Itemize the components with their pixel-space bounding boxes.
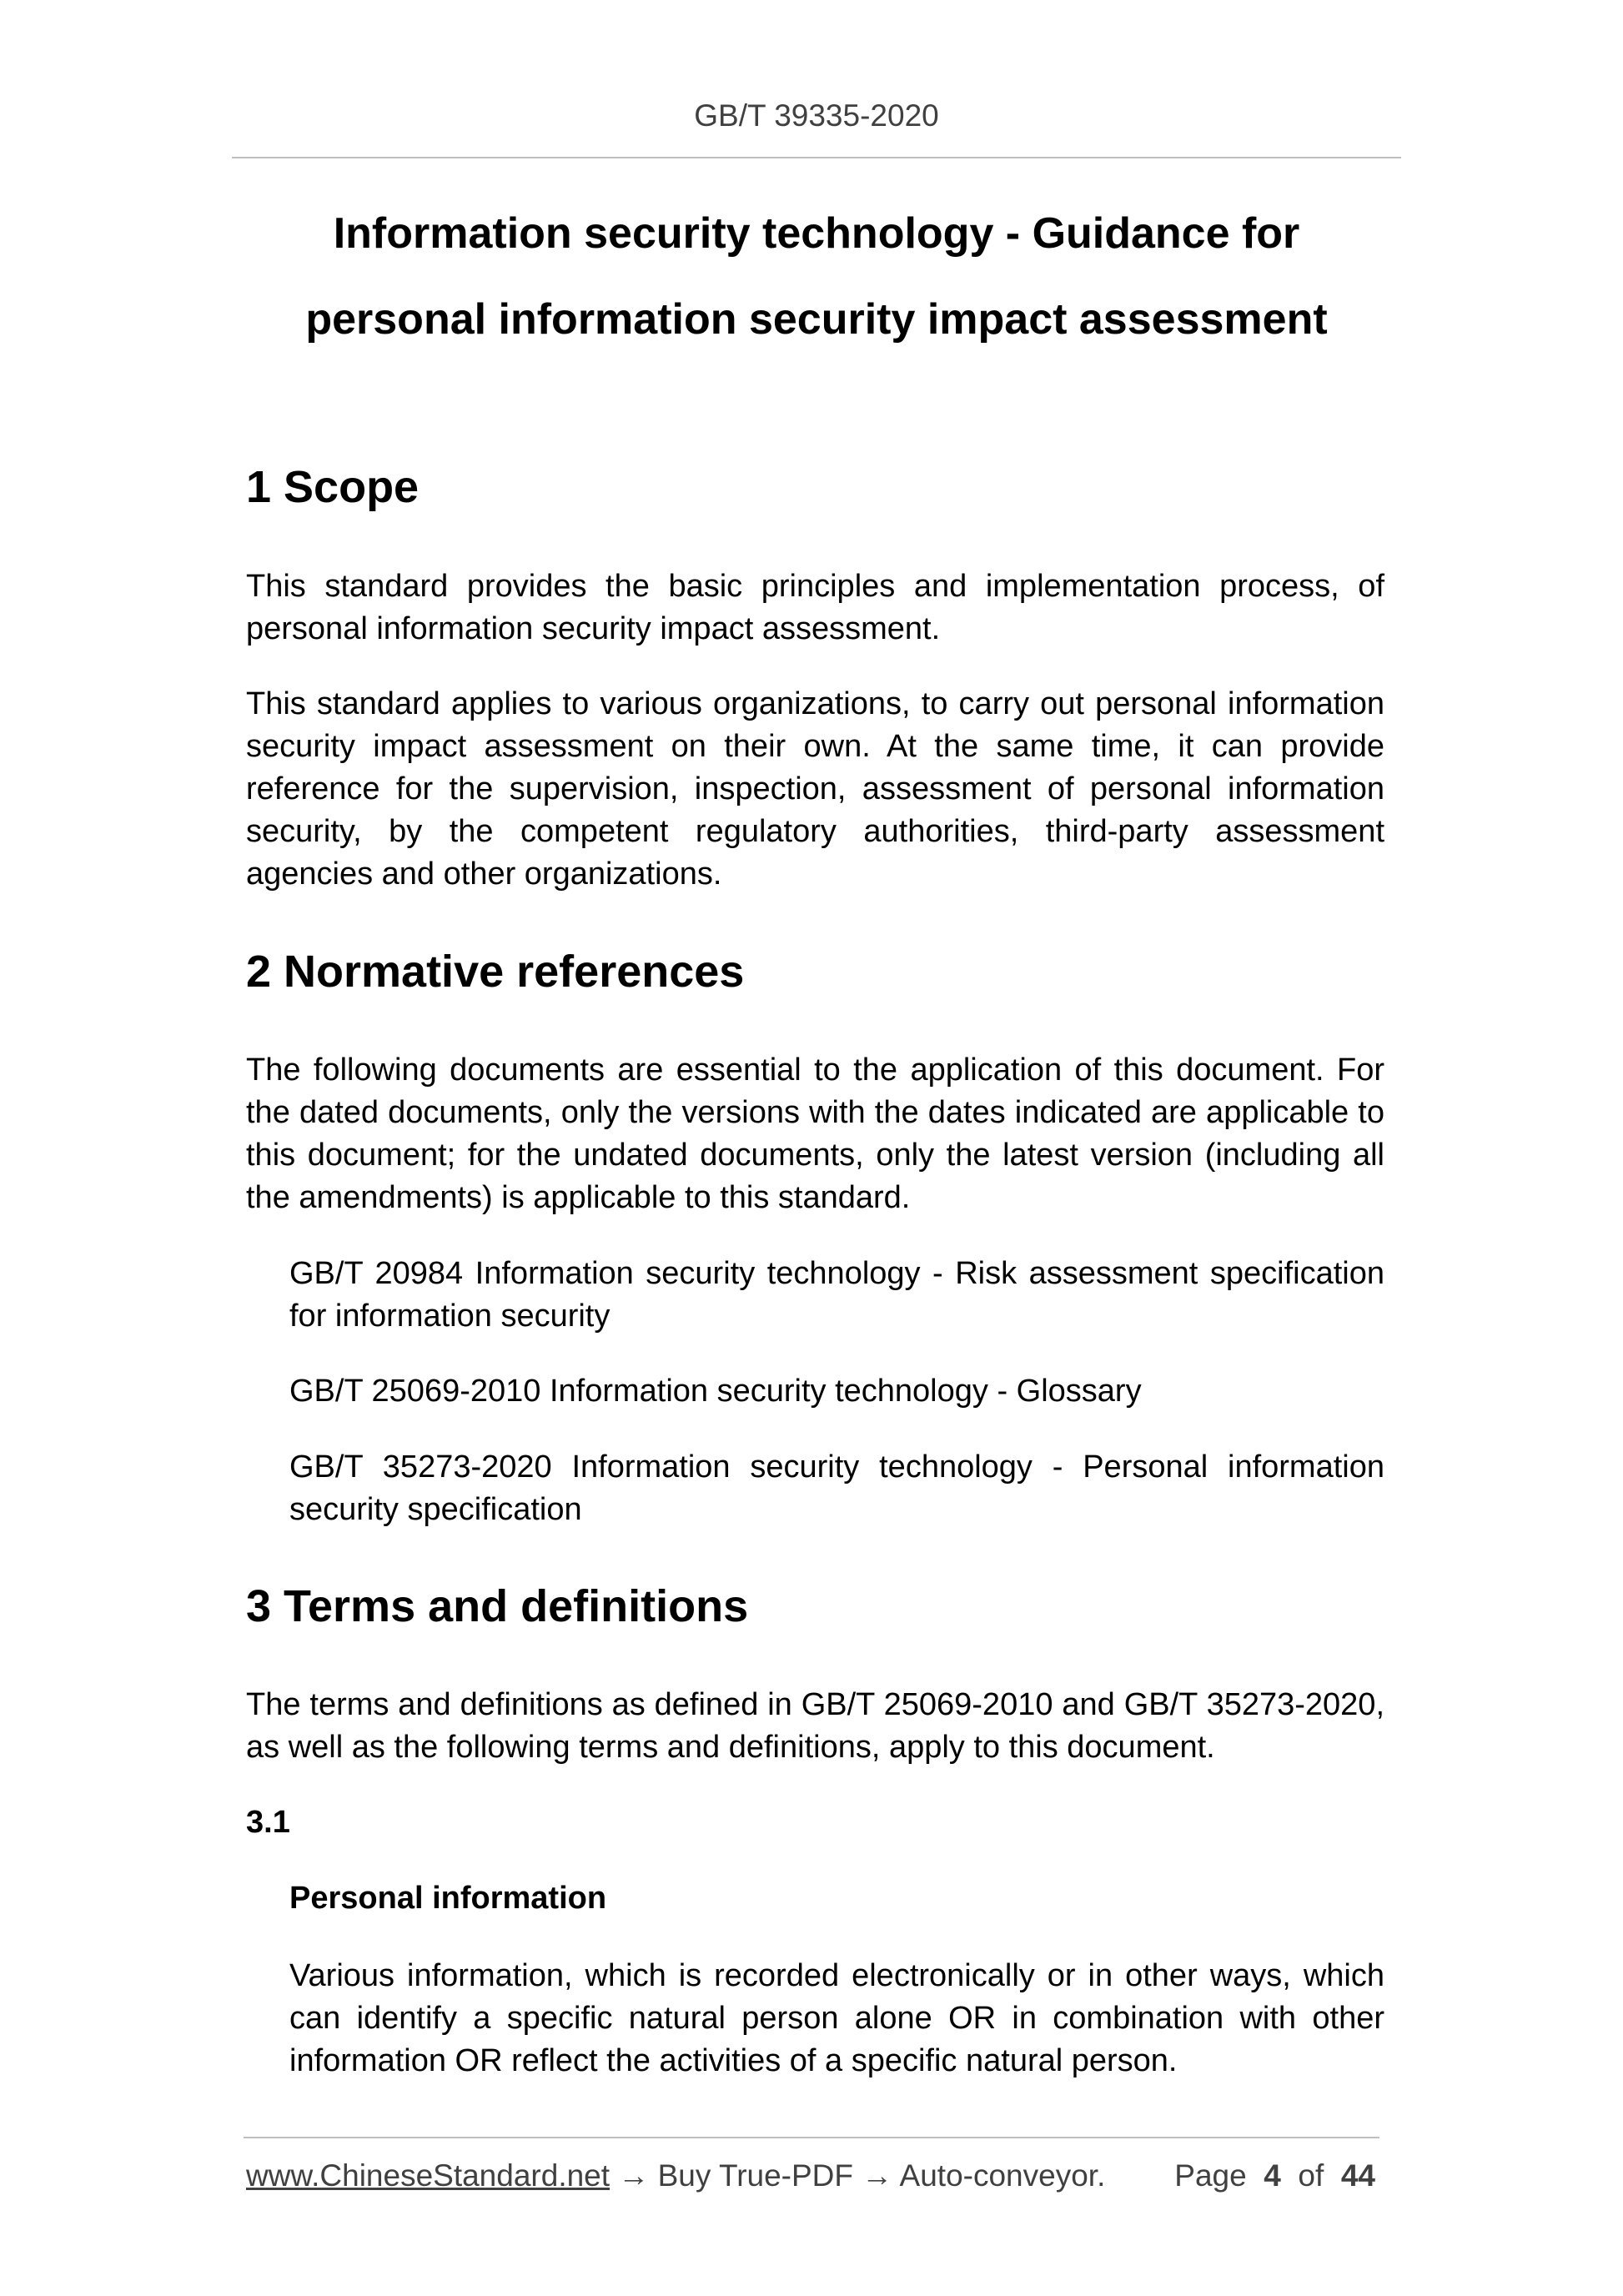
terms-intro-paragraph: The terms and definitions as defined in GB/T 25069-2010 and GB/T 35273-2020, as well as the following terms and definitions, apply to this document. (246, 1687, 1384, 1765)
arrow-right-icon: → (618, 2158, 650, 2193)
document-title-line-2: personal information security impact assessment (305, 295, 1328, 344)
header-divider (232, 157, 1401, 158)
normative-reference-3: GB/T 35273-2020 Information security technology - Personal information security specification (289, 1449, 1384, 1527)
page-total: 44 (1340, 2158, 1375, 2193)
page-label: Page (1174, 2158, 1247, 2193)
page-number: 4 (1264, 2158, 1281, 2193)
normative-reference-2: GB/T 25069-2010 Information security technology - Glossary (289, 1374, 1142, 1409)
section-heading-scope: 1 Scope (246, 462, 420, 512)
arrow-right-icon: → (862, 2158, 893, 2193)
term-definition: Various information, which is recorded electronically or in other ways, which can identify a specific natural person alone OR in combination with other information OR reflect the activities of a specific natural person. (289, 1958, 1384, 2078)
scope-paragraph-2: This standard applies to various organizations, to carry out personal information security impact assessment on their own. At the same time, it can provide reference for the supervision, inspection, assessment of personal information security, by the competent regulatory authorities, third-party assessment agencies and other organizations. (246, 686, 1384, 892)
running-header: GB/T 39335-2020 (694, 98, 939, 133)
footer-left (246, 2158, 1105, 2193)
section-heading-normative-references: 2 Normative references (246, 947, 745, 997)
footer-step-buy: Buy True-PDF (657, 2158, 854, 2193)
page-indicator (1174, 2158, 1375, 2193)
footer-divider (244, 2137, 1379, 2138)
footer-step-conveyor: Auto-conveyor. (899, 2158, 1106, 2193)
normative-reference-1: GB/T 20984 Information security technology - Risk assessment specification for information security (289, 1256, 1384, 1334)
section-heading-terms-definitions: 3 Terms and definitions (246, 1581, 749, 1631)
chinesestandard-link[interactable]: www.ChineseStandard.net (246, 2158, 611, 2193)
term-number: 3.1 (246, 1805, 290, 1840)
scope-paragraph-1: This standard provides the basic principles and implementation process, of personal information security impact assessment. (246, 569, 1384, 646)
document-title-line-1: Information security technology - Guidance for (333, 209, 1300, 258)
term-name: Personal information (289, 1881, 607, 1916)
normative-intro-paragraph: The following documents are essential to the application of this document. For the dated documents, only the versions with the dates indicated are applicable to this document; for the undated documents, only the latest version (including all the amendments) is applicable to this standard. (246, 1053, 1384, 1215)
of-label: of (1298, 2158, 1324, 2193)
